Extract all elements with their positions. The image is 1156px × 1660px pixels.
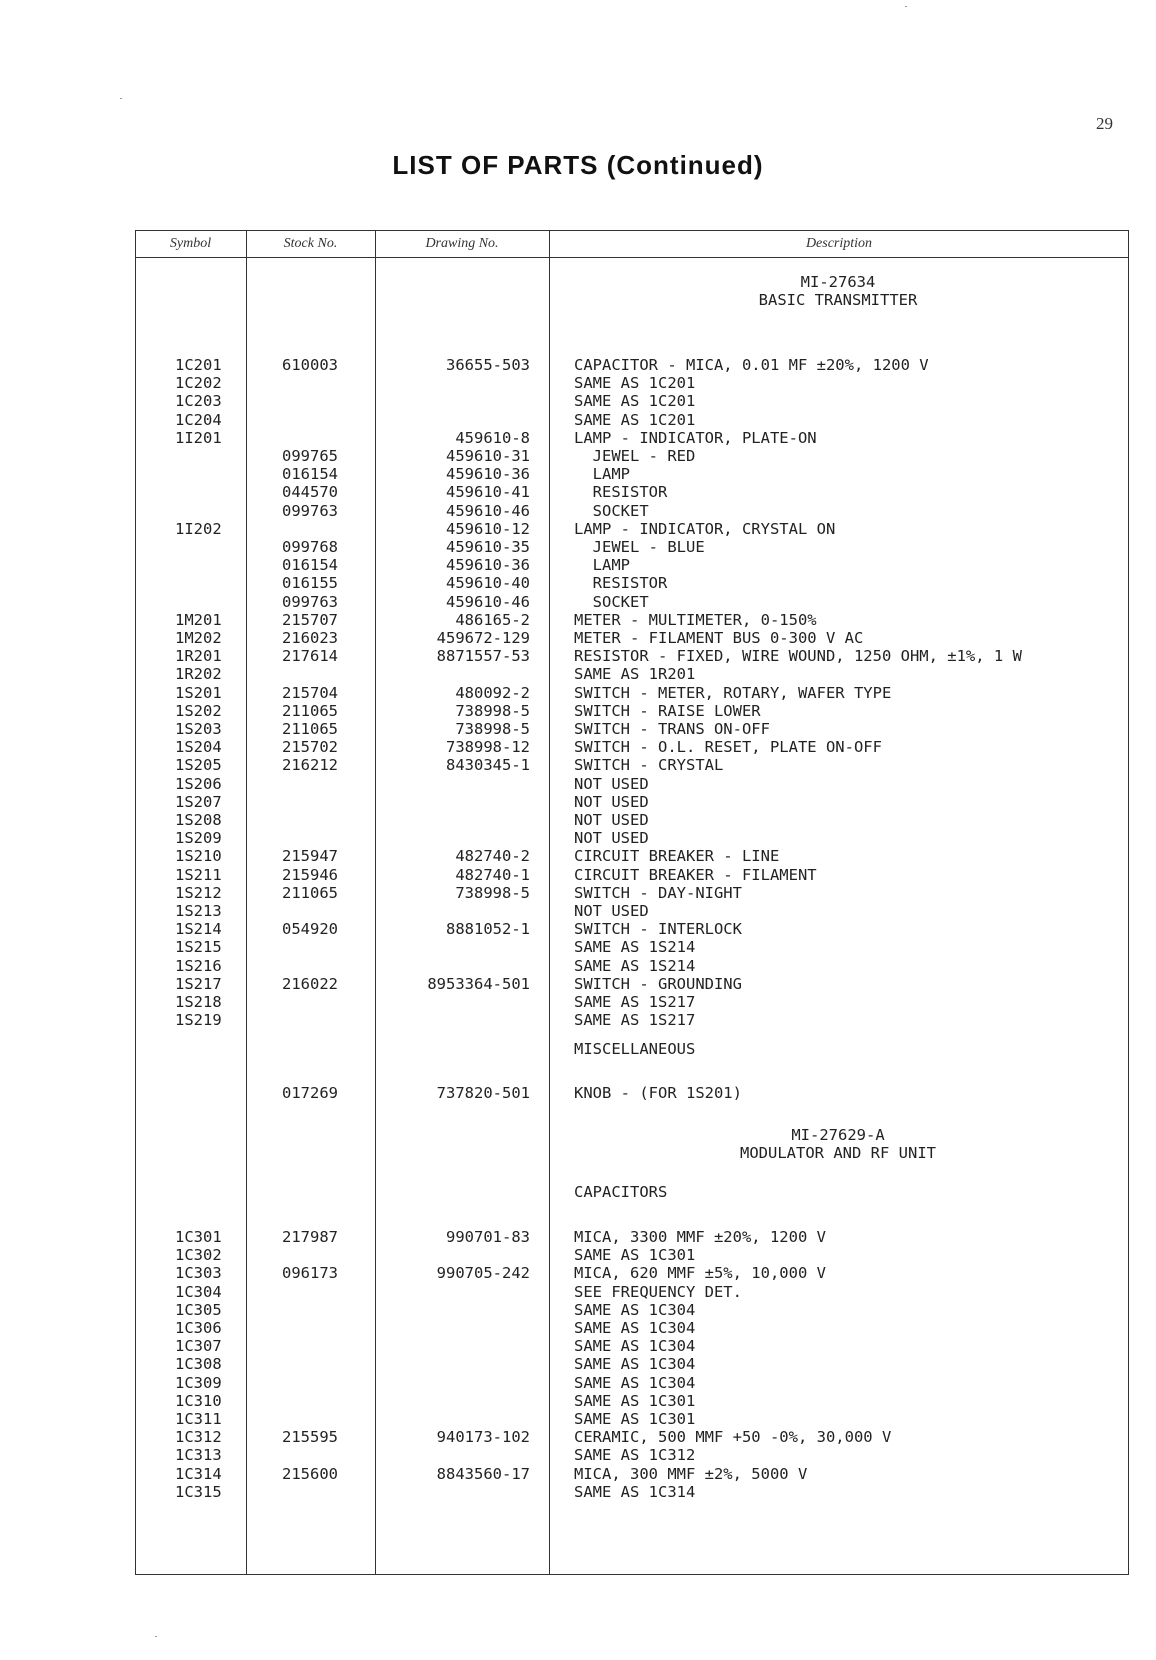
drawing-no-cell: 738998-5 [455, 701, 530, 720]
symbol-cell: 1C304 [175, 1282, 222, 1301]
table-row [0, 356, 1156, 374]
drawing-no-cell: 8953364-501 [427, 974, 530, 993]
description-cell: SWITCH - GROUNDING [574, 974, 742, 993]
description-cell: SWITCH - DAY-NIGHT [574, 883, 742, 902]
table-row [0, 1374, 1156, 1392]
description-cell: SAME AS 1C312 [574, 1446, 696, 1465]
stock-no-cell: 099763 [282, 592, 338, 611]
description-cell: SAME AS 1C314 [574, 1482, 696, 1501]
table-row [0, 1301, 1156, 1319]
drawing-no-cell: 737820-501 [436, 1084, 530, 1102]
symbol-cell: 1C311 [175, 1410, 222, 1428]
stock-no-cell: 096173 [282, 1264, 338, 1283]
symbol-cell: 1I201 [175, 428, 222, 447]
drawing-no-cell: 8430345-1 [446, 756, 530, 775]
stock-no-cell: 099768 [282, 538, 338, 556]
table-row [0, 847, 1156, 865]
description-cell: METER - MULTIMETER, 0-150% [574, 610, 817, 629]
description-cell: CAPACITOR - MICA, 0.01 MF ±20%, 1200 V [574, 356, 929, 374]
drawing-no-cell: 990701-83 [446, 1228, 530, 1246]
description-cell: SWITCH - TRANS ON-OFF [574, 720, 770, 738]
symbol-cell: 1C303 [175, 1264, 222, 1283]
stock-no-cell: 099763 [282, 501, 338, 520]
table-row [0, 1337, 1156, 1355]
stock-no-cell: 215595 [282, 1428, 338, 1447]
table-row [0, 538, 1156, 556]
table-row [0, 502, 1156, 520]
stock-no-cell: 216212 [282, 756, 338, 775]
table-row [0, 629, 1156, 647]
subsection-heading: CAPACITORS [574, 1183, 668, 1201]
symbol-cell: 1S218 [175, 993, 222, 1011]
stock-no-cell: 215704 [282, 683, 338, 702]
table-row [0, 1084, 1156, 1102]
symbol-cell: 1S214 [175, 920, 222, 939]
table-row [0, 556, 1156, 574]
description-cell: NOT USED [574, 902, 649, 920]
symbol-cell: 1R202 [175, 665, 222, 684]
description-cell: LAMP [574, 556, 630, 575]
table-row [0, 866, 1156, 884]
table-row [0, 684, 1156, 702]
stock-no-cell: 610003 [282, 356, 338, 374]
table-row [0, 920, 1156, 938]
symbol-cell: 1C302 [175, 1246, 222, 1265]
drawing-no-cell: 459610-35 [446, 538, 530, 556]
drawing-no-cell: 738998-5 [455, 883, 530, 902]
scan-speck [905, 6, 907, 7]
stock-no-cell: 016154 [282, 556, 338, 575]
symbol-cell: 1C305 [175, 1300, 222, 1319]
page-title: LIST OF PARTS (Continued) [392, 150, 764, 180]
symbol-cell: 1S213 [175, 902, 222, 920]
description-cell: SAME AS 1C301 [574, 1410, 696, 1428]
table-row [0, 993, 1156, 1011]
stock-no-cell: 215600 [282, 1464, 338, 1483]
drawing-no-cell: 482740-1 [455, 865, 530, 884]
description-cell: MICA, 620 MMF ±5%, 10,000 V [574, 1264, 826, 1283]
symbol-cell: 1C201 [175, 356, 222, 374]
stock-no-cell: 215946 [282, 865, 338, 884]
description-cell: SAME AS 1C304 [574, 1355, 696, 1374]
description-cell: RESISTOR [574, 574, 668, 593]
table-row [0, 611, 1156, 629]
section-heading: BASIC TRANSMITTER [758, 291, 918, 309]
stock-no-cell: 216023 [282, 629, 338, 647]
table-row [0, 465, 1156, 483]
stock-no-cell: 099765 [282, 447, 338, 465]
description-cell: KNOB - (FOR 1S201) [574, 1084, 742, 1102]
symbol-cell: 1C202 [175, 374, 222, 393]
drawing-no-cell: 480092-2 [455, 683, 530, 702]
drawing-no-cell: 8843560-17 [436, 1464, 530, 1483]
drawing-no-cell: 940173-102 [436, 1428, 530, 1447]
symbol-cell: 1M201 [175, 610, 222, 629]
drawing-no-cell: 486165-2 [455, 610, 530, 629]
stock-no-cell: 216022 [282, 974, 338, 993]
symbol-cell: 1C309 [175, 1373, 222, 1392]
stock-no-cell: 217614 [282, 647, 338, 666]
table-row [0, 1228, 1156, 1246]
description-cell: CIRCUIT BREAKER - FILAMENT [574, 865, 817, 884]
description-cell: JEWEL - RED [574, 447, 696, 465]
table-row [0, 593, 1156, 611]
header-stock-no: Stock No. [283, 236, 338, 251]
symbol-cell: 1S211 [175, 865, 222, 884]
stock-no-cell: 211065 [282, 701, 338, 720]
description-cell: RESISTOR [574, 483, 668, 502]
description-cell: SEE FREQUENCY DET. [574, 1282, 742, 1301]
symbol-cell: 1C301 [175, 1228, 222, 1246]
page-number: 29 [1096, 114, 1113, 133]
symbol-cell: 1S210 [175, 847, 222, 866]
symbol-cell: 1R201 [175, 647, 222, 666]
description-cell: LAMP [574, 465, 630, 484]
table-row [0, 975, 1156, 993]
description-cell: SWITCH - RAISE LOWER [574, 701, 761, 720]
drawing-no-cell: 459610-40 [446, 574, 530, 593]
drawing-no-cell: 459610-8 [455, 428, 530, 447]
symbol-cell: 1S203 [175, 720, 222, 738]
description-cell: SAME AS 1C304 [574, 1373, 696, 1392]
table-row [0, 1446, 1156, 1464]
description-cell: SWITCH - CRYSTAL [574, 756, 724, 775]
table-row [0, 1246, 1156, 1264]
symbol-cell: 1S209 [175, 829, 222, 848]
description-cell: SAME AS 1C301 [574, 1391, 696, 1410]
description-cell: MICA, 300 MMF ±2%, 5000 V [574, 1464, 808, 1483]
drawing-no-cell: 459610-36 [446, 556, 530, 575]
symbol-cell: 1M202 [175, 629, 222, 647]
description-cell: SAME AS 1C304 [574, 1319, 696, 1337]
table-row [0, 392, 1156, 410]
description-cell: MICA, 3300 MMF ±20%, 1200 V [574, 1228, 826, 1246]
table-row [0, 1319, 1156, 1337]
table-row [0, 374, 1156, 392]
description-cell: SWITCH - INTERLOCK [574, 920, 742, 939]
description-cell: METER - FILAMENT BUS 0-300 V AC [574, 629, 864, 647]
description-cell: NOT USED [574, 792, 649, 811]
drawing-no-cell: 738998-12 [446, 738, 530, 757]
description-cell: SOCKET [574, 592, 649, 611]
description-cell: SAME AS 1C304 [574, 1300, 696, 1319]
description-cell: SAME AS 1C201 [574, 374, 696, 393]
symbol-cell: 1C203 [175, 392, 222, 411]
drawing-no-cell: 459610-46 [446, 592, 530, 611]
table-row [0, 447, 1156, 465]
table-row [0, 938, 1156, 956]
drawing-no-cell: 459610-12 [446, 519, 530, 538]
section-model-number: MI-27634 [800, 273, 876, 291]
table-row [0, 902, 1156, 920]
header-divider [135, 257, 1129, 258]
symbol-cell: 1S217 [175, 974, 222, 993]
table-row [0, 775, 1156, 793]
header-description: Description [805, 236, 873, 251]
stock-no-cell: 215702 [282, 738, 338, 757]
scan-speck [155, 1636, 157, 1637]
stock-no-cell: 211065 [282, 720, 338, 738]
description-cell: SWITCH - O.L. RESET, PLATE ON-OFF [574, 738, 882, 757]
symbol-cell: 1S205 [175, 756, 222, 775]
table-row [0, 702, 1156, 720]
table-row [0, 1011, 1156, 1029]
table-row [0, 1264, 1156, 1282]
table-row [0, 520, 1156, 538]
stock-no-cell: 017269 [282, 1084, 338, 1102]
symbol-cell: 1C310 [175, 1391, 222, 1410]
symbol-cell: 1S216 [175, 956, 222, 975]
table-row [0, 720, 1156, 738]
drawing-no-cell: 738998-5 [455, 720, 530, 738]
scan-speck [120, 98, 122, 99]
description-cell: RESISTOR - FIXED, WIRE WOUND, 1250 OHM, ±1%, 1 W [574, 647, 1022, 666]
symbol-cell: 1S204 [175, 738, 222, 757]
symbol-cell: 1C307 [175, 1337, 222, 1356]
symbol-cell: 1C308 [175, 1355, 222, 1374]
description-cell: LAMP - INDICATOR, CRYSTAL ON [574, 519, 836, 538]
stock-no-cell: 054920 [282, 920, 338, 939]
description-cell: SAME AS 1C201 [574, 410, 696, 429]
symbol-cell: 1C313 [175, 1446, 222, 1465]
stock-no-cell: 016154 [282, 465, 338, 484]
stock-no-cell: 215707 [282, 610, 338, 629]
drawing-no-cell: 36655-503 [446, 356, 530, 374]
stock-no-cell: 215947 [282, 847, 338, 866]
table-row [0, 811, 1156, 829]
symbol-cell: 1C312 [175, 1428, 222, 1447]
symbol-cell: 1I202 [175, 519, 222, 538]
table-row [0, 1483, 1156, 1501]
table-row [0, 483, 1156, 501]
drawing-no-cell: 8871557-53 [436, 647, 530, 666]
symbol-cell: 1S219 [175, 1011, 222, 1030]
symbol-cell: 1S215 [175, 938, 222, 957]
description-cell: NOT USED [574, 811, 649, 829]
table-row [0, 738, 1156, 756]
table-row [0, 1355, 1156, 1373]
description-cell: JEWEL - BLUE [574, 538, 705, 556]
drawing-no-cell: 459610-46 [446, 501, 530, 520]
table-row [0, 756, 1156, 774]
table-row [0, 793, 1156, 811]
section-model-number: MI-27629-A [791, 1126, 885, 1144]
description-cell: SAME AS 1S217 [574, 993, 696, 1011]
table-row [0, 1428, 1156, 1446]
symbol-cell: 1C315 [175, 1482, 222, 1501]
table-row [0, 411, 1156, 429]
table-row [0, 1465, 1156, 1483]
drawing-no-cell: 482740-2 [455, 847, 530, 866]
stock-no-cell: 217987 [282, 1228, 338, 1246]
drawing-no-cell: 459610-41 [446, 483, 530, 502]
description-cell: SAME AS 1C201 [574, 392, 696, 411]
section-heading: MODULATOR AND RF UNIT [740, 1144, 936, 1162]
header-drawing-no: Drawing No. [425, 236, 499, 251]
subsection-heading: MISCELLANEOUS [574, 1040, 696, 1058]
symbol-cell: 1C204 [175, 410, 222, 429]
drawing-no-cell: 990705-242 [436, 1264, 530, 1283]
symbol-cell: 1S202 [175, 701, 222, 720]
drawing-no-cell: 8881052-1 [446, 920, 530, 939]
header-symbol: Symbol [169, 236, 212, 251]
description-cell: SAME AS 1S214 [574, 956, 696, 975]
description-cell: NOT USED [574, 829, 649, 848]
symbol-cell: 1S201 [175, 683, 222, 702]
drawing-no-cell: 459610-31 [446, 447, 530, 465]
description-cell: NOT USED [574, 774, 649, 793]
symbol-cell: 1S212 [175, 883, 222, 902]
table-row [0, 957, 1156, 975]
table-row [0, 884, 1156, 902]
drawing-no-cell: 459610-36 [446, 465, 530, 484]
stock-no-cell: 016155 [282, 574, 338, 593]
description-cell: SAME AS 1S214 [574, 938, 696, 957]
symbol-cell: 1S208 [175, 811, 222, 829]
table-row [0, 1392, 1156, 1410]
stock-no-cell: 211065 [282, 883, 338, 902]
description-cell: SAME AS 1C304 [574, 1337, 696, 1356]
description-cell: SAME AS 1C301 [574, 1246, 696, 1265]
table-row [0, 665, 1156, 683]
description-cell: CERAMIC, 500 MMF +50 -0%, 30,000 V [574, 1428, 892, 1447]
symbol-cell: 1C306 [175, 1319, 222, 1337]
symbol-cell: 1C314 [175, 1464, 222, 1483]
symbol-cell: 1S207 [175, 792, 222, 811]
description-cell: SAME AS 1S217 [574, 1011, 696, 1030]
symbol-cell: 1S206 [175, 774, 222, 793]
table-row [0, 829, 1156, 847]
description-cell: CIRCUIT BREAKER - LINE [574, 847, 780, 866]
stock-no-cell: 044570 [282, 483, 338, 502]
description-cell: SAME AS 1R201 [574, 665, 696, 684]
description-cell: LAMP - INDICATOR, PLATE-ON [574, 428, 817, 447]
description-cell: SWITCH - METER, ROTARY, WAFER TYPE [574, 683, 892, 702]
drawing-no-cell: 459672-129 [436, 629, 530, 647]
description-cell: SOCKET [574, 501, 649, 520]
table-row [0, 647, 1156, 665]
table-row [0, 1283, 1156, 1301]
table-row [0, 429, 1156, 447]
table-row [0, 1410, 1156, 1428]
table-row [0, 574, 1156, 592]
